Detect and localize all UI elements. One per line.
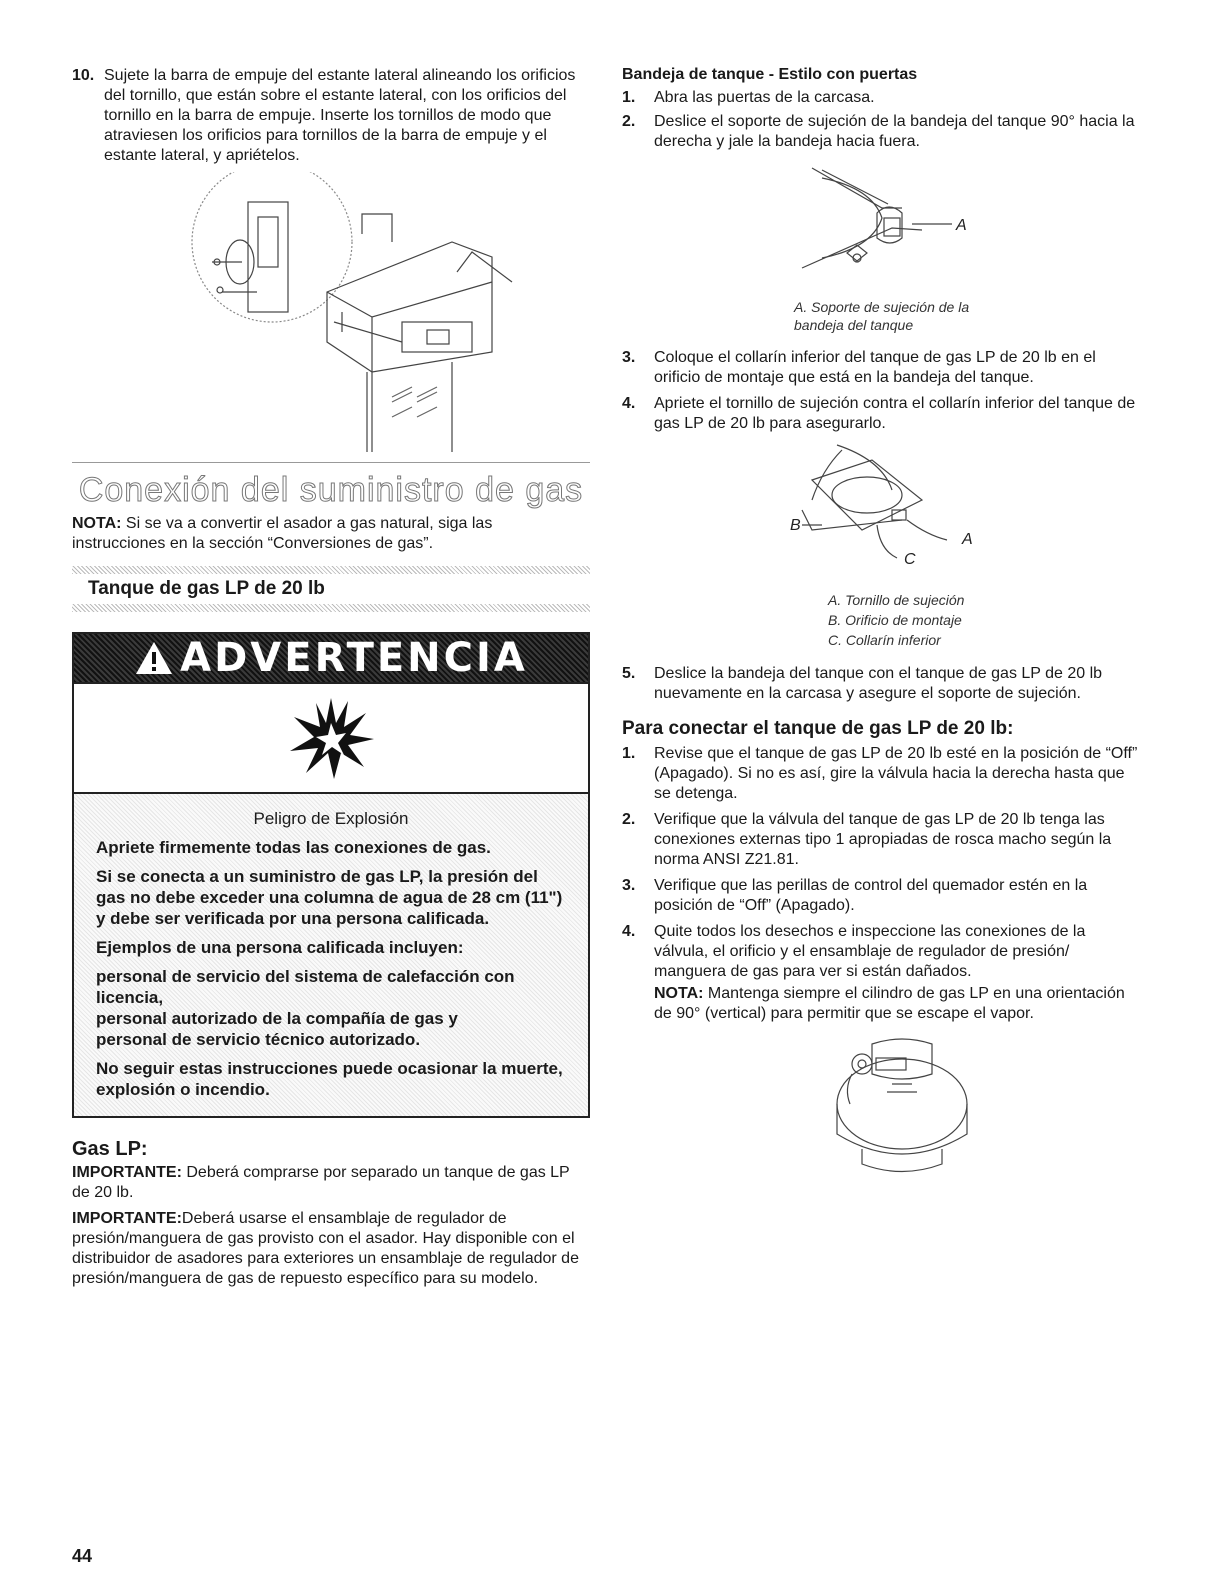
subheading: Tanque de gas LP de 20 lb [88, 578, 325, 599]
side-shelf-illustration [72, 172, 590, 452]
step-number: 4. [622, 395, 636, 412]
step-text: Verifique que las perillas de control del quemador estén en la posición de “Off” (Apagado). [654, 877, 1088, 914]
step-text: Coloque el collarín inferior del tanque de gas LP de 20 lb en el orificio de montaje que está en la bandeja del tanque. [654, 349, 1096, 386]
step-text: Abra las puertas de la carcasa. [654, 89, 875, 106]
step-c-4 [622, 922, 1142, 982]
step-number: 4. [622, 923, 636, 940]
fig2-label-b: B [790, 517, 801, 534]
fig1-caption-text: A. Soporte de sujeción de la bandeja del tanque [794, 299, 970, 333]
subheading-rule-bottom [72, 604, 590, 612]
step-number: 10. [72, 67, 95, 84]
step-number: 2. [622, 811, 636, 828]
right-column [622, 66, 1142, 1184]
fig1-label-a: A [956, 217, 967, 234]
left-column [72, 66, 590, 1289]
warning-title: Peligro de Explosión [253, 809, 409, 828]
warning-header [74, 634, 588, 682]
explosion-icon [286, 693, 376, 783]
warning-triangle-icon [134, 640, 174, 676]
subheading-rule-top [72, 566, 590, 574]
step-number: 1. [622, 89, 636, 106]
warning-line: personal de servicio del sistema de calefacción con licencia, [96, 967, 515, 1007]
step-c-1 [622, 744, 1142, 804]
important-2-label: IMPORTANTE: [72, 1210, 182, 1227]
gas-lp-title: Gas LP: [72, 1138, 148, 1160]
fig1-caption [794, 298, 994, 334]
step-5 [622, 664, 1142, 704]
step-text: Deslice la bandeja del tanque con el tanque de gas LP de 20 lb nuevamente en la carcasa y asegure el soporte de sujeción. [654, 665, 1103, 702]
fig2-label-c: C [904, 551, 916, 568]
section-divider [72, 462, 590, 463]
step-text: Revise que el tanque de gas LP de 20 lb esté en la posición de “Off” (Apagado). Si no es así, gire la válvula hacia la derecha hasta que se detenga. [654, 745, 1138, 802]
fig2-captions [828, 590, 1142, 650]
step-text: Verifique que la válvula del tanque de gas LP de 20 lb tenga las conexiones externas tipo 1 apropiadas de rosca macho según la norma ANSI Z21.81. [654, 811, 1112, 868]
step-c-2 [622, 810, 1142, 870]
warning-line: Si se conecta a un suministro de gas LP, la presión del gas no debe exceder una columna de agua de 28 cm (11") y debe ser verificada por una persona calificada. [96, 867, 563, 928]
important-1-label: IMPORTANTE: [72, 1164, 182, 1181]
step-text: Quite todos los desechos e inspeccione las conexiones de la válvula, el orificio y el ensamblaje de regulador de presión/ manguera de gas para ver si están dañados. [654, 923, 1086, 980]
warning-line: No seguir estas instrucciones puede ocasionar la muerte, explosión o incendio. [96, 1059, 563, 1099]
important-2 [72, 1209, 590, 1289]
nota-text: Si se va a convertir el asador a gas natural, siga las instrucciones en la sección “Conversiones de gas”. [72, 515, 493, 552]
nota-2-label: NOTA: [654, 985, 704, 1002]
step-b-4 [622, 394, 1142, 434]
warning-header-text: ADVERTENCIA [180, 635, 528, 681]
step-text: Deslice el soporte de sujeción de la bandeja del tanque 90° hacia la derecha y jale la bandeja hacia fuera. [654, 113, 1135, 150]
heading-tank-tray: Bandeja de tanque - Estilo con puertas [622, 66, 918, 83]
warning-line: personal autorizado de la compañía de gas y [96, 1009, 458, 1028]
fig2-caption-c: C. Collarín inferior [828, 632, 941, 648]
step-number: 3. [622, 877, 636, 894]
warning-text [74, 794, 588, 1116]
step-text: Apriete el tornillo de sujeción contra el collarín inferior del tanque de gas LP de 20 lb para asegurarlo. [654, 395, 1136, 432]
important-2-text: Deberá usarse el ensamblaje de regulador de presión/manguera de gas provisto con el asador. Hay disponible con el distribuidor de asadores para exteriores un ensamblaje de regulador de presión/manguera de gas de repuesto específico para su modelo. [72, 1210, 579, 1287]
step-number: 3. [622, 349, 636, 366]
nota-label: NOTA: [72, 515, 122, 532]
explosion-icon-area [74, 682, 588, 794]
important-1 [72, 1163, 590, 1203]
lp-cylinder-illustration [622, 1034, 1142, 1184]
tray-bracket-illustration [622, 158, 1142, 298]
tank-collar-illustration [622, 440, 1142, 590]
step-number: 5. [622, 665, 636, 682]
step-number: 1. [622, 745, 636, 762]
step-number: 2. [622, 113, 636, 130]
warning-line: Ejemplos de una persona calificada incluyen: [96, 938, 464, 957]
section-title: Conexión del suministro de gas [78, 471, 584, 509]
warning-line: Apriete firmemente todas las conexiones de gas. [96, 838, 491, 857]
fig2-caption-b: B. Orificio de montaje [828, 612, 962, 628]
nota-2-text: Mantenga siempre el cilindro de gas LP en una orientación de 90° (vertical) para permitir que se escape el vapor. [654, 985, 1125, 1022]
step-10 [72, 66, 590, 166]
fig2-label-a: A [962, 531, 973, 548]
step-c-3 [622, 876, 1142, 916]
nota-paragraph [72, 514, 590, 554]
step-a-1 [622, 88, 1142, 108]
step-a-2 [622, 112, 1142, 152]
warning-line: personal de servicio técnico autorizado. [96, 1030, 421, 1049]
page-number: 44 [72, 1546, 93, 1566]
warning-box [72, 632, 590, 1118]
step-text: Sujete la barra de empuje del estante lateral alineando los orificios del tornillo, que están sobre el estante lateral, con los orificios del tornillo en la barra de empuje. Inserte los tornillos de modo que atraviesen los orificios para tornillos de la barra de empuje y el estante lateral, y apriételos. [104, 67, 576, 164]
important-1-text: Deberá comprarse por separado un tanque de gas LP de 20 lb. [72, 1164, 570, 1201]
fig2-caption-a: A. Tornillo de sujeción [828, 592, 965, 608]
nota-2 [654, 984, 1142, 1024]
heading-connect-tank: Para conectar el tanque de gas LP de 20 lb: [622, 718, 1014, 739]
step-b-3 [622, 348, 1142, 388]
